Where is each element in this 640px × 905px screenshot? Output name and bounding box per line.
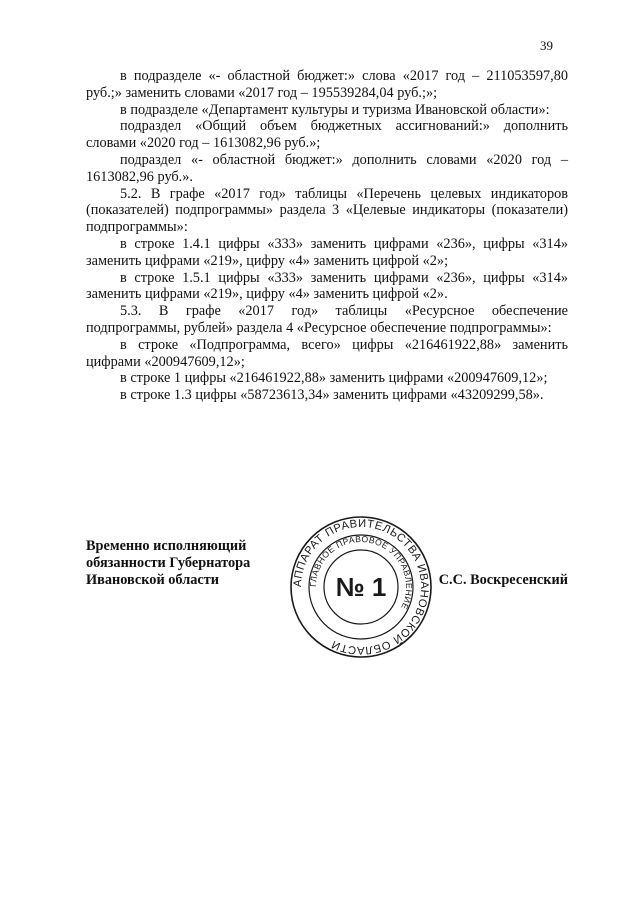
paragraph: подраздел «Общий объем бюджетных ассигнований:» дополнить словами «2020 год – 1613082,96 руб.»; [86,118,568,152]
paragraph: 5.2. В графе «2017 год» таблицы «Перечень целевых индикаторов (показателей) подпрограммы» раздела 3 «Целевые индикаторы (показатели) подпрограммы»: [86,185,568,236]
paragraph: в подразделе «- областной бюджет:» слова «2017 год – 211053597,80 руб.;» заменить словами «2017 год – 195539284,04 руб.;»; [86,68,568,101]
paragraph: подраздел «- областной бюджет:» дополнить словами «2020 год – 1613082,96 руб.». [86,151,568,185]
stamp-inner-textpath: ГЛАВНОЕ ПРАВОВОЕ УПРАВЛЕНИЕ [307,533,415,612]
signer-title-line: Ивановской области [86,571,219,588]
official-seal-stamp [288,514,434,660]
paragraph: в строке 1.5.1 цифры «333» заменить цифрами «236», цифры «314» заменить цифрами «219», цифру «4» заменить цифрой «2». [86,269,568,303]
signature-block [86,517,568,657]
paragraph: в строке 1.3 цифры «58723613,34» заменить цифрами «43209299,58». [120,387,544,404]
paragraph: в строке 1.4.1 цифры «333» заменить цифрами «236», цифры «314» заменить цифрами «219», цифру «4» заменить цифрой «2»; [86,235,568,269]
paragraph: в подразделе «Департамент культуры и туризма Ивановской области»: [120,101,550,118]
document-body [86,68,568,404]
paragraph: в строке «Подпрограмма, всего» цифры «216461922,88» заменить цифрами «200947609,12»; [86,336,568,370]
paragraph: 5.3. В графе «2017 год» таблицы «Ресурсное обеспечение подпрограммы, рублей» раздела 4 «Ресурсное обеспечение подпрограммы»: [86,303,568,336]
stamp-center-number: № 1 [335,572,387,602]
page-number: 39 [540,38,553,53]
signer-title-line: обязанности Губернатора [86,554,251,571]
paragraph: в строке 1 цифры «216461922,88» заменить цифрами «200947609,12»; [120,370,548,387]
signer-title-line: Временно исполняющий [86,538,247,554]
signer-title [86,538,250,588]
signer-name: С.С. Воскресенский [438,572,568,588]
stamp-outer-textpath: АППАРАТ ПРАВИТЕЛЬСТВА ИВАНОВСКОЙ ОБЛАСТИ [291,517,431,657]
